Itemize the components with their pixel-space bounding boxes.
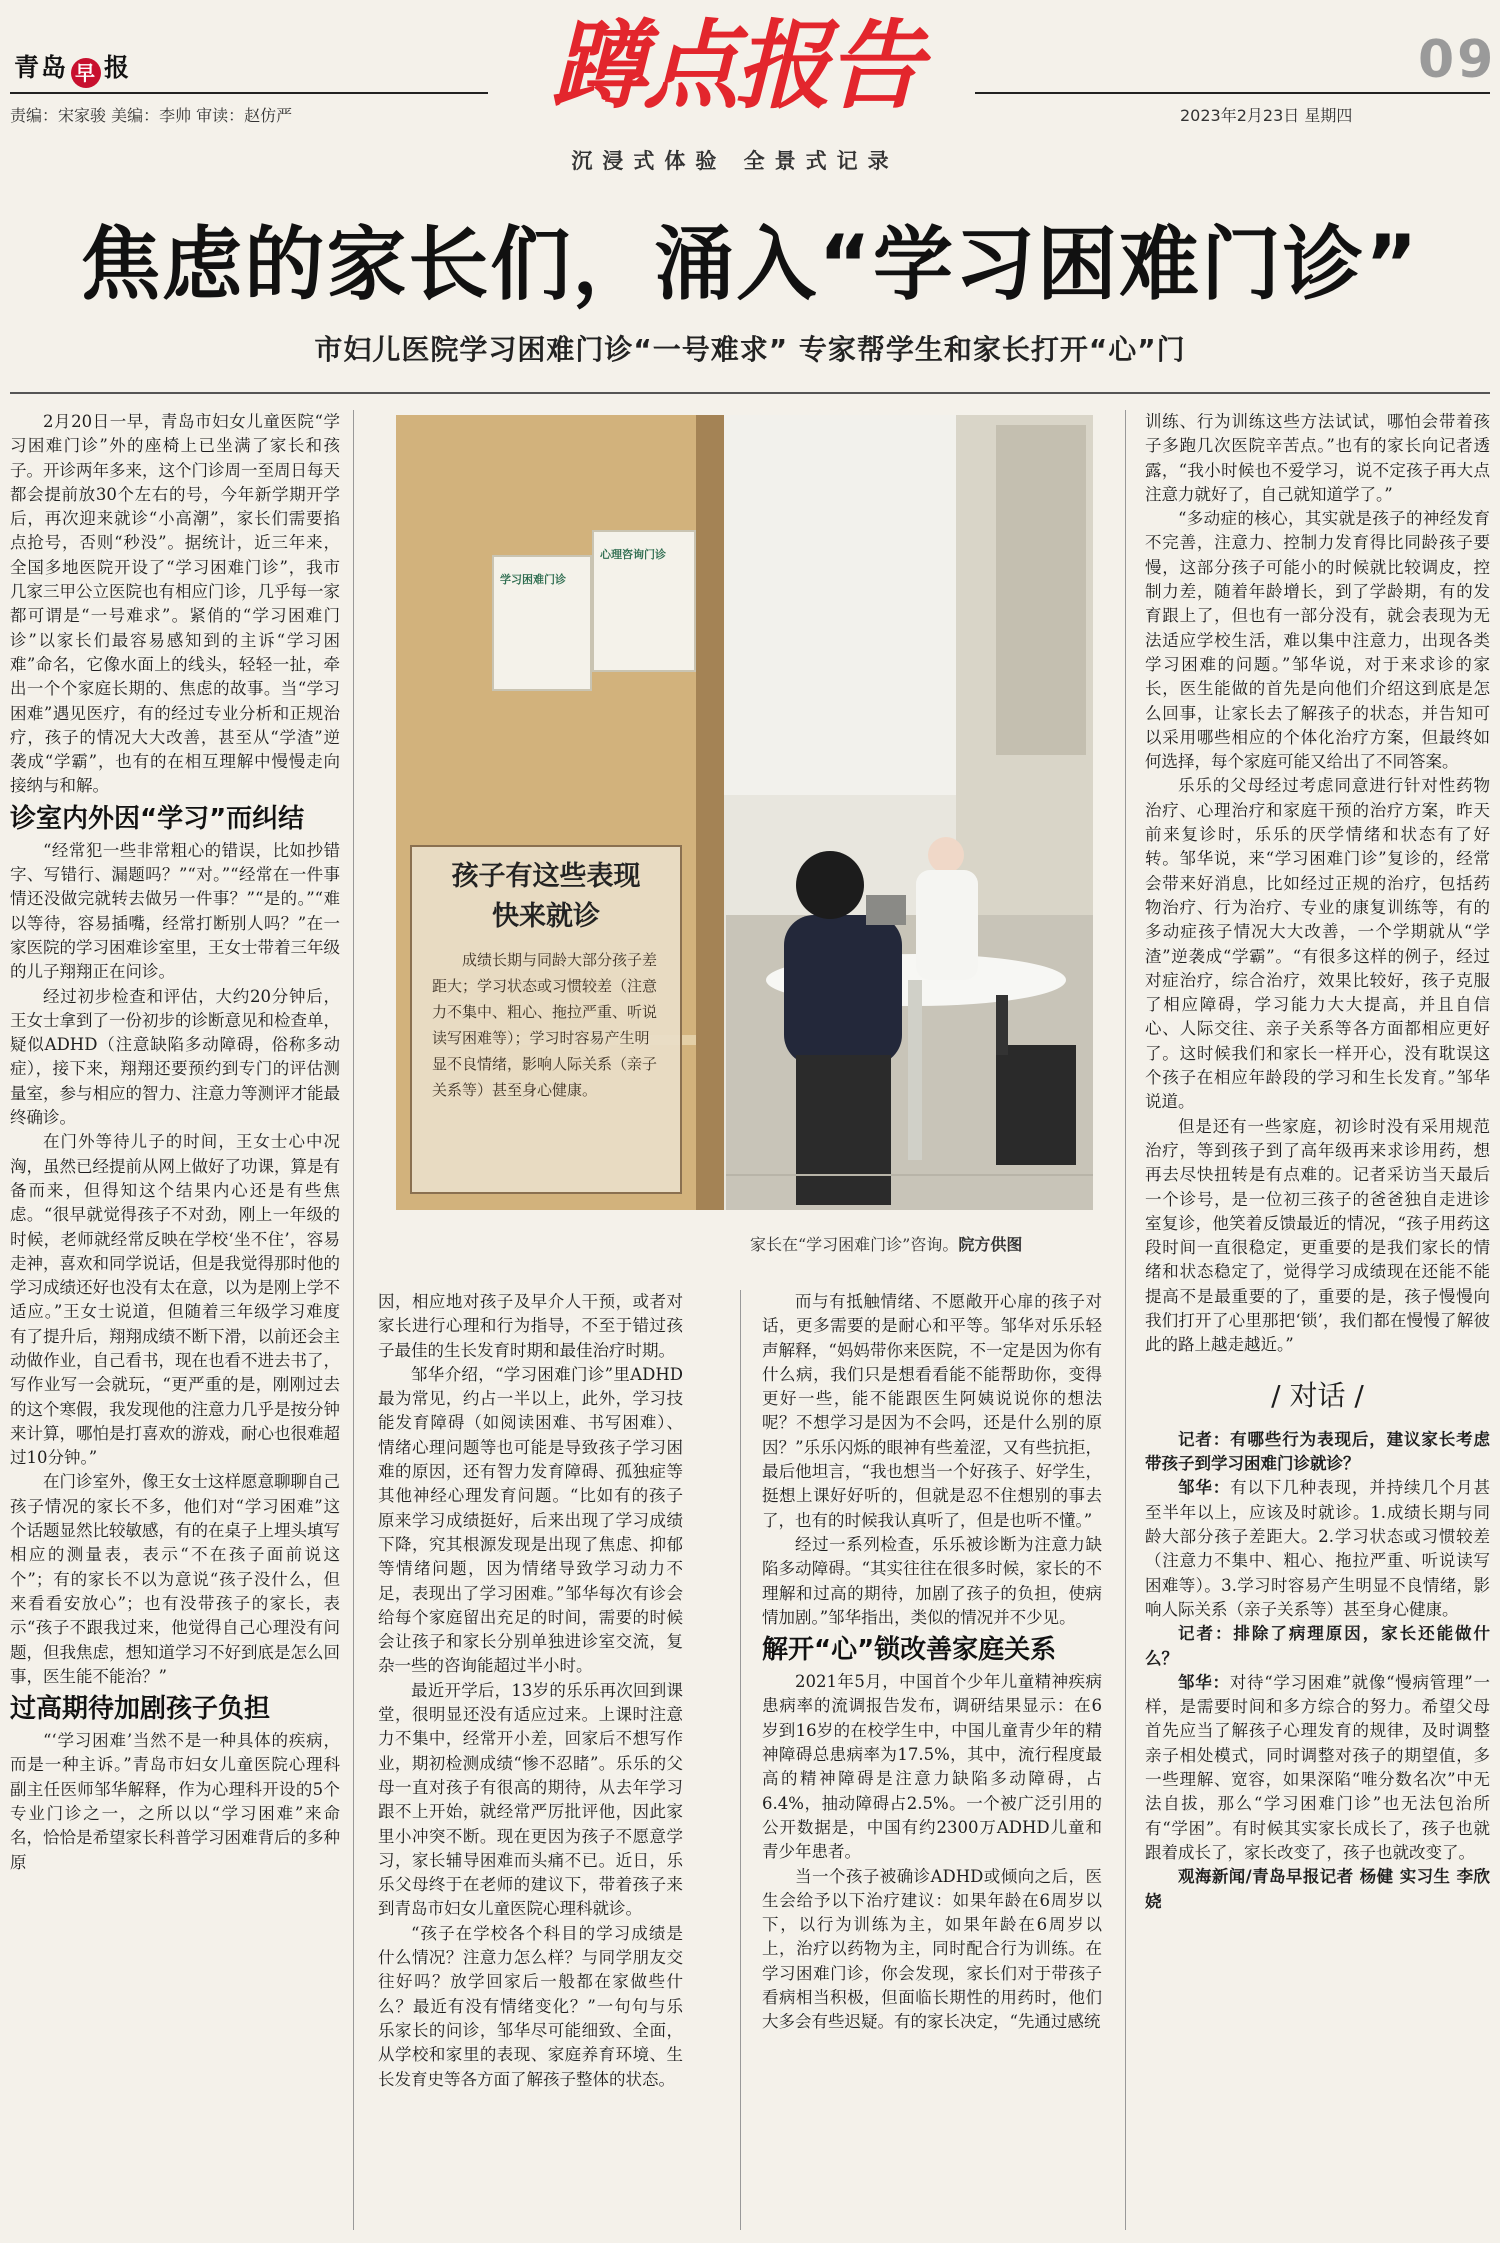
section-heading: 诊室内外因“学习”而纠结 bbox=[10, 803, 305, 834]
article-byline: 观海新闻/青岛早报记者 杨健 实习生 李欣娆 bbox=[1145, 1867, 1490, 1911]
column-divider bbox=[1125, 410, 1126, 2230]
article-column-3 bbox=[762, 1290, 1102, 2235]
paragraph: “多动症的核心，其实就是孩子的神经发育不完善，注意力、控制力发育得比同龄孩子要慢，这部分孩子可能小的时候就比较调皮，控制力差，随着年龄增长，到了学龄期，有的发育跟上了，但也有一部分没有，就会表现为无法适应学校生活，难以集中注意力，出现各类学习困难的问题。”邹华说，对于来求诊的家长，医生能做的首先是向他们介绍这到底是怎么回事，让家长去了解孩子的状态，并告知可以采用哪些相应的个体化治疗方案，但最终如何选择，每个家庭可能又给出了不同答案。 bbox=[1145, 509, 1490, 772]
sidebar-text: 成绩长期与同龄大部分孩子差距大；学习状态或习惯较差（注意力不集中、粗心、拖拉严重、听说读写困难等）；学习时容易产生明显不良情绪，影响人际关系（亲子关系等）甚至身心健康。 bbox=[432, 951, 658, 1099]
column-divider bbox=[740, 1290, 741, 2230]
sidebar-title-line-1: 孩子有这些表现 bbox=[451, 861, 641, 892]
poster-2-text: 心理咨询门诊 bbox=[600, 548, 666, 561]
paragraph: 最近开学后，13岁的乐乐再次回到课堂，很明显还没有适应过来。上课时注意力不集中，经常开小差，回家后不想写作业，期初检测成绩“惨不忍睹”。乐乐的父母一直对孩子有很高的期待，从去年学习跟不上开始，就经常严厉批评他，因此家里小冲突不断。现在更因为孩子不愿意学习，家长辅导困难而头痛不已。近日，乐乐父母终于在老师的建议下，带着孩子来到青岛市妇女儿童医院心理科就诊。 bbox=[378, 1680, 683, 1919]
clinic-poster-2 bbox=[592, 530, 696, 672]
photo-caption bbox=[750, 1232, 1022, 1255]
header-rule-left bbox=[10, 92, 488, 94]
dialog-heading: / 对话 / bbox=[1271, 1378, 1364, 1412]
paragraph: 在门外等待儿子的时间，王女士心中况洶，虽然已经提前从网上做好了功课，算是有备而来，但得知这个结果内心还是有些焦虑。“很早就觉得孩子不对劲，刚上一年级的时候，老师就经常反映在学校‘坐不住’，容易走神，喜欢和同学说话，但是我觉得那时他的学习成绩还好也没有太在意，以为是刚上学不适应。”王女士说道，但随着三年级学习难度有了提升后，翔翔成绩不断下滑，以前还会主动做作业，自己看书，现在也看不进去书了，写作业写一会就玩，“更严重的是，刚刚过去的这个寒假，我发现他的注意力几乎是按分钟来计算，哪怕是打喜欢的游戏，耐心也很难超过10分钟。” bbox=[10, 1132, 340, 1468]
paragraph: 因，相应地对孩子及早介人干预，或者对家长进行心理和行为指导，不至于错过孩子最佳的生长发育时期和最佳治疗时期。 bbox=[378, 1292, 683, 1360]
paragraph: 邹华介绍，“学习困难门诊”里ADHD最为常见，约占一半以上，此外，学习技能发育障碍（如阅读困难、书写困难）、情绪心理问题等也可能是导致孩子学习困难的原因，还有智力发育障碍、孤独症等其他神经心理发育问题。“比如有的孩子原来学习成绩挺好，后来出现了学习成绩下降，究其根源发现是出现了焦虑、抑郁等情绪问题，因为情绪导致学习动力不足，表现出了学习困难。”邹华每次有诊会给每个家庭留出充足的时间，需要的时候会让孩子和家长分别单独进诊室交流，复杂一些的咨询能超过半小时。 bbox=[378, 1364, 683, 1676]
issue-date: 2023年2月23日 星期四 bbox=[1180, 106, 1353, 125]
symptom-sidebar bbox=[410, 845, 682, 1194]
paragraph: 经过一系列检查，乐乐被诊断为注意力缺陷多动障碍。“其实往往在很多时候，家长的不理解和过高的期待，加剧了孩子的负担，使病情加剧。”邹华指出，类似的情况并不少见。 bbox=[762, 1534, 1102, 1627]
interview-question: 记者：排除了病理原因，家长还能做什么？ bbox=[1145, 1624, 1490, 1668]
photo-caption-text: 家长在“学习困难门诊”咨询。 bbox=[750, 1235, 959, 1254]
newspaper-logo-mark: 早 bbox=[71, 58, 101, 88]
article-column-2 bbox=[378, 1290, 683, 2235]
paragraph: 而与有抵触情绪、不愿敞开心扉的孩子对话，更多需要的是耐心和平等。邹华对乐乐轻声解释，“妈妈带你来医院，不一定是因为你有什么病，我们只是想看看能不能帮助你，变得更好一些，能不能跟医生阿姨说说你的想法呢？不想学习是因为不会吗，还是什么别的原因？”乐乐闪烁的眼神有些羞涩，又有些抗拒，最后他坦言，“我也想当一个好孩子、好学生，挺想上课好好听的，但就是忍不住想别的事去了，也有的时候我认真听了，但是也听不懂。” bbox=[762, 1292, 1102, 1530]
paragraph: 训练、行为训练这些方法试试，哪怕会带着孩子多跑几次医院辛苦点。”也有的家长向记者透露，“我小时候也不爱学习，说不定孩子再大点注意力就好了，自己就知道学了。” bbox=[1145, 412, 1490, 504]
article-headline: 焦虑的家长们，涌入“学习困难门诊” bbox=[80, 218, 1420, 311]
article-column-4 bbox=[1145, 410, 1490, 2235]
paragraph: 2月20日一早，青岛市妇女儿童医院“学习困难门诊”外的座椅上已坐满了家长和孩子。开诊两年多来，这个门诊周一至周日每天都会提前放30个左右的号，今年新学期开学后，再次迎来就诊“小高潮”，家长们需要掐点抢号，否则“秒没”。据统计，近三年来，全国多地医院开设了“学习困难门诊”，我市几家三甲公立医院也有相应门诊，几乎每一家都可谓是“一号难求”。紧俏的“学习困难门诊”以家长们最容易感知到的主诉“学习困难”命名，它像水面上的线头，轻轻一扯，牵出一个个家庭长期的、焦虑的故事。当“学习困难”遇见医疗，有的经过专业分析和正规治疗，孩子的情况大大改善，甚至从“学渣”逆袭成“学霸”，也有的在相互理解中慢慢走向接纳与和解。 bbox=[10, 412, 340, 796]
paragraph: 经过初步检查和评估，大约20分钟后，王女士拿到了一份初步的诊断意见和检查单，疑似ADHD（注意缺陷多动障碍，俗称多动症），接下来，翔翔还要预约到专门的评估测量室，参与相应的智力、注意力等测评才能最终确诊。 bbox=[10, 986, 340, 1128]
article-subheadline: 市妇儿医院学习困难门诊“一号难求” 专家帮学生和家长打开“心”门 bbox=[314, 333, 1186, 366]
section-heading: 解开“心”锁改善家庭关系 bbox=[762, 1635, 1057, 1666]
section-masthead-subtitle: 沉浸式体验 全景式记录 bbox=[571, 149, 899, 173]
paragraph: 乐乐的父母经过考虑同意进行针对性药物治疗、心理治疗和家庭干预的治疗方案，昨天前来复诊时，乐乐的厌学情绪和状态有了好转。邹华说，来“学习困难门诊”复诊的，经常会带来好消息，比如经过正规的治疗，包括药物治疗、行为治疗、专业的康复训练等，有的多动症孩子情况大大改善，一个学期就从“学渣”逆袭成“学霸”。“有很多这样的例子，经过对症治疗，综合治疗，效果比较好，孩子克服了相应障碍，学习能力大大提高，并且自信心、人际交往、亲子关系等各方面都相应更好了。这时候我们和家长一样开心，没有耽误这个孩子在相应年龄段的学习和生长发育。”邹华说道。 bbox=[1145, 776, 1490, 1112]
clinic-poster-1 bbox=[492, 555, 592, 691]
column-divider bbox=[353, 410, 354, 2230]
interview-question: 记者：有哪些行为表现后，建议家长考虑带孩子到学习困难门诊就诊？ bbox=[1145, 1429, 1490, 1474]
poster-1-text: 学习困难门诊 bbox=[500, 573, 566, 586]
paragraph: 但是还有一些家庭，初诊时没有采用规范治疗，等到孩子到了高年级再来求诊用药，想再去尽快扭转是有点难的。记者采访当天最后一个诊号，是一位初三孩子的爸爸独自走进诊室复诊，他笑着反馈最近的情况，“孩子用药这段时间一直很稳定，更重要的是我们家长的情绪和状态稳定了，觉得学习成绩现在还能不能提高不是最重要的了，重要的是，孩子慢慢向我们打开了心里那把‘锁’，我们都在慢慢了解彼此的路上越走越近。” bbox=[1145, 1116, 1490, 1355]
header-rule-right bbox=[975, 92, 1490, 94]
newspaper-logo: 青岛 早 报 bbox=[14, 48, 131, 88]
photo-credit: 院方供图 bbox=[958, 1235, 1023, 1254]
section-heading: 过高期待加剧孩子负担 bbox=[10, 1694, 271, 1725]
page-number: 09 bbox=[1418, 30, 1497, 90]
section-masthead-title: 蹲点报告 bbox=[551, 10, 919, 122]
headline-rule bbox=[10, 392, 1490, 394]
sidebar-title-line-2: 快来就诊 bbox=[492, 901, 600, 932]
sidebar-title bbox=[412, 857, 680, 937]
paragraph: “‘学习困难’当然不是一种具体的疾病，而是一种主诉。”青岛市妇女儿童医院心理科副主任医师邹华解释，作为心理科开设的5个专业门诊之一，之所以以“学习困难”来命名，恰恰是希望家长科普学习困难背后的多种原 bbox=[10, 1731, 340, 1872]
editors-credit: 责编：宋家骏 美编：李帅 审读：赵仿严 bbox=[10, 106, 293, 125]
paragraph: 2021年5月，中国首个少年儿童精神疾病患病率的流调报告发布，调研结果显示：在6岁到16岁的在校学生中，中国儿童青少年的精神障碍总患病率为17.5%，其中，流行程度最高的精神障碍是注意力缺陷多动障碍，占6.4%，抽动障碍占2.5%。一个被广泛引用的公开数据是，中国有约2300万ADHD儿童和青少年患者。 bbox=[762, 1672, 1102, 1862]
paragraph: 当一个孩子被确诊ADHD或倾向之后，医生会给予以下治疗建议：如果年龄在6周岁以下，以行为训练为主，如果年龄在6周岁以上，治疗以药物为主，同时配合行为训练。在学习困难门诊，你会发现，家长们对于带孩子看病相当积极，但面临长期性的用药时，他们大多会有些迟疑。有的家长决定，“先通过感统 bbox=[762, 1866, 1102, 2032]
interview-answer: 邹华：对待“学习困难”就像“慢病管理”一样，是需要时间和多方综合的努力。希望父母首先应当了解孩子心理发育的规律，及时调整亲子相处模式，同时调整对孩子的期望值，多一些理解、宽容，如果深陷“唯分数名次”中无法自拔，那么“学习困难门诊”也无法包治所有“学困”。有时候其实家长成长了，孩子也就跟着成长了，家长改变了，孩子也就改变了。 bbox=[1145, 1672, 1490, 1862]
paragraph: “经常犯一些非常粗心的错误，比如抄错字、写错行、漏题吗？”“对。”“经常在一件事情还没做完就转去做另一件事？”“是的。”“难以等待，容易插嘴，经常打断别人吗？”在一家医院的学习困难诊室里，王女士带着三年级的儿子翔翔正在问诊。 bbox=[10, 840, 340, 982]
interview-answer: 邹华：有以下几种表现，并持续几个月甚至半年以上，应该及时就诊。1.成绩长期与同龄大部分孩子差距大。2.学习状态或习惯较差（注意力不集中、粗心、拖拉严重、听说读写困难等）。3.学习时容易产生明显不良情绪，影响人际关系（亲子关系等）甚至身心健康。 bbox=[1145, 1478, 1490, 1619]
article-column-1 bbox=[10, 410, 340, 2240]
paragraph: “孩子在学校各个科目的学习成绩是什么情况？注意力怎么样？与同学朋友交往好吗？放学回家后一般都在家做些什么？最近有没有情绪变化？”一句句与乐乐家长的问诊，邹华尽可能细致、全面，从学校和家里的表现、家庭养育环境、生长发育史等各方面了解孩子整体的状态。 bbox=[378, 1923, 683, 2089]
paragraph: 在门诊室外，像王女士这样愿意聊聊自己孩子情况的家长不多，他们对“学习困难”这个话题显然比较敏感，有的在桌子上埋头填写相应的测量表，表示“不在孩子面前说这个”；有的家长不以为意说“孩子没什么，但来看看安放心”；也有没带孩子的家长，表示“孩子不跟我过来，他觉得自己心理没有问题，但我焦虑，想知道学习不好到底是怎么回事，医生能不能治？” bbox=[10, 1472, 340, 1686]
